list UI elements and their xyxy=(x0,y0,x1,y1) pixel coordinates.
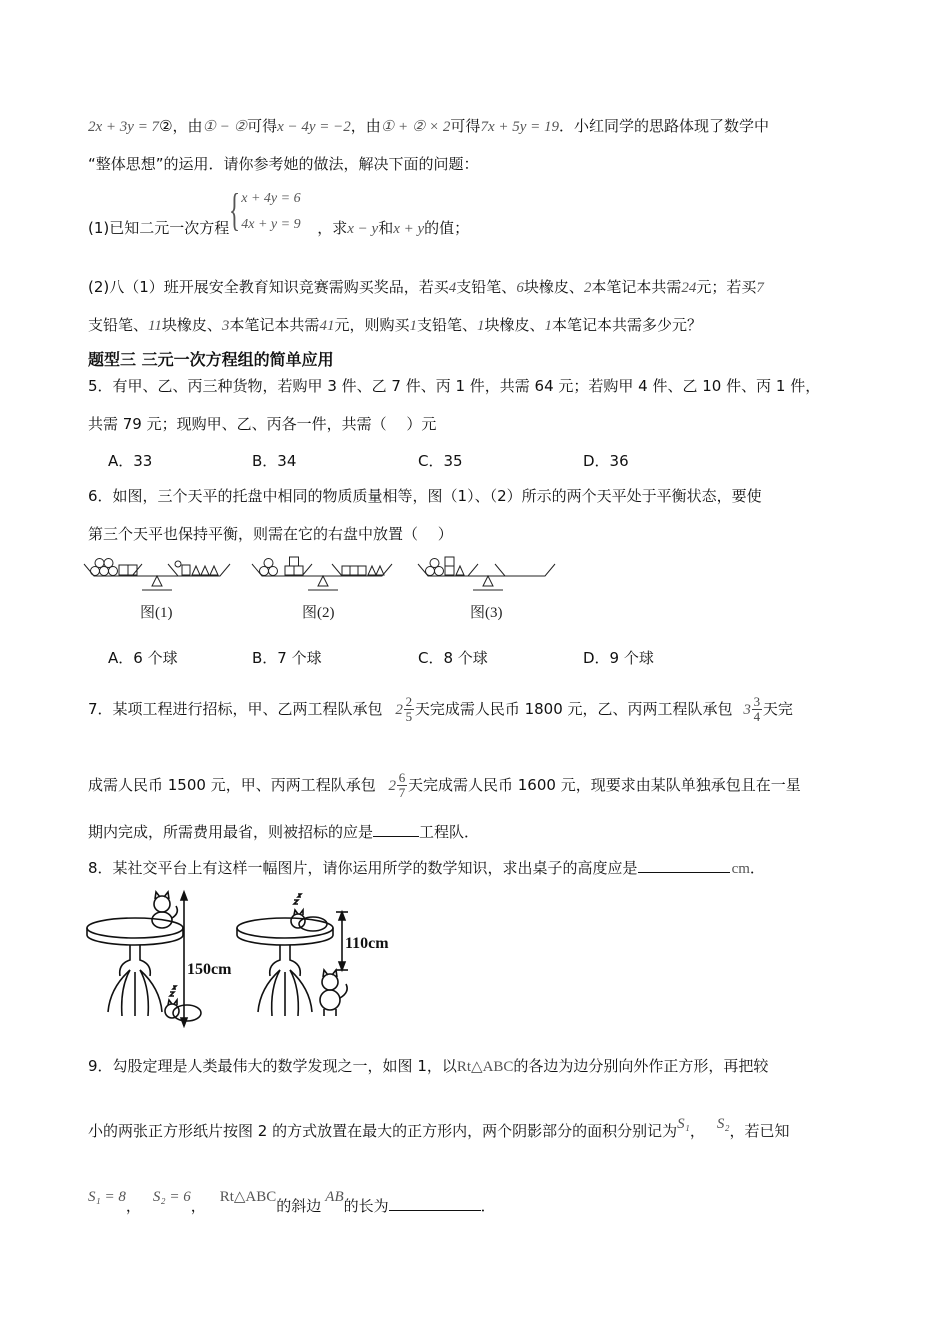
equation-2: 2x + 3y = 7 xyxy=(88,119,160,135)
cat-sitting-icon-2 xyxy=(320,970,347,1016)
balance-1 xyxy=(84,559,230,591)
label-150cm: 150cm xyxy=(187,961,232,978)
q6-option-c[interactable]: C．8 个球 xyxy=(418,649,488,667)
q6-line-2: 第三个天平也保持平衡，则需在它的右盘中放置（ ） xyxy=(88,525,453,543)
balance-2 xyxy=(252,557,392,590)
q5-option-c[interactable]: C．35 xyxy=(418,452,463,470)
fig-label-1: 图(1) xyxy=(140,605,173,621)
q5-option-a[interactable]: A．33 xyxy=(108,452,153,470)
fraction-2-6-7: $\frac{6}{7}$ xyxy=(398,770,406,800)
q6-option-b[interactable]: B．7 个球 xyxy=(252,649,322,667)
q8-line: 8．某社交平台上有这样一幅图片，请你运用所学的数学知识，求出桌子的高度应是 cm． xyxy=(88,859,765,877)
intro-line-2: “整体思想”的运用．请你参考她的做法，解决下面的问题： xyxy=(88,155,479,173)
table-2 xyxy=(237,918,333,1016)
label-110cm: 110cm xyxy=(345,935,389,952)
result-1: x − 4y = −2 xyxy=(277,119,351,135)
q6-option-a[interactable]: A．6 个球 xyxy=(108,649,178,667)
fraction-2-2-5: $\frac{2}{5}$ xyxy=(405,694,413,724)
subquestion-2-line-1: (2)八（1）班开展安全教育知识竞赛需购买奖品，若买4支铅笔、6块橡皮、2本笔记本共需24元；若买7 xyxy=(88,278,764,296)
q7-line-3: 期内完成，所需费用最省，则被招标的应是 工程队． xyxy=(88,823,480,841)
q8-answer-blank[interactable] xyxy=(638,858,730,873)
cat-sleeping-icon-2 xyxy=(291,894,327,931)
op-1-minus-2: ① − ② xyxy=(202,119,248,135)
q5-line-2: 共需 79 元；现购甲、乙、丙各一件，共需（ ）元 xyxy=(88,415,437,433)
circle-mark-2: ② xyxy=(159,117,173,135)
brace-icon: { xyxy=(229,184,241,235)
intro-line-1: 2x + 3y = 7②，由① − ②可得x − 4y = −2，由① + ② × 2可得7x + 5y = 19．小红同学的思路体现了数学中 xyxy=(88,117,770,135)
q9-line-1: 9．勾股定理是人类最伟大的数学发现之一，如图 1，以Rt△ABC的各边为边分别向外作正方形，再把较 xyxy=(88,1057,769,1075)
cat-sleeping-icon-1 xyxy=(165,986,201,1021)
q6-option-d[interactable]: D．9 个球 xyxy=(583,649,654,667)
q9-line-2: 小的两张正方形纸片按图 2 的方式放置在最大的正方形内，两个阴影部分的面积分别记为S₁， S₂，若已知 xyxy=(88,1116,790,1140)
q5-line-1: 5．有甲、乙、丙三种货物，若购甲 3 件、乙 7 件、丙 1 件，共需 64 元；若购甲 4 件、乙 10 件、丙 1 件， xyxy=(88,377,821,395)
table-cat-figure xyxy=(80,888,410,1028)
fraction-3-3-4: $\frac{3}{4}$ xyxy=(753,694,761,724)
q7-line-2: 成需人民币 1500 元，甲、丙两工程队承包 2 $\frac{6}{7}$ 天完成需人民币 1600 元，现要求由某队单独承包且在一星 xyxy=(88,770,801,800)
fig-label-3: 图(3) xyxy=(470,605,503,621)
balance-3 xyxy=(418,557,555,590)
balance-figures xyxy=(80,550,570,630)
q9-answer-blank[interactable] xyxy=(389,1196,481,1211)
fig-label-2: 图(2) xyxy=(302,605,335,621)
q7-answer-blank[interactable] xyxy=(373,822,419,837)
subquestion-1: (1)已知二元一次方程 { x + 4y = 6 4x + y = 9 ，求x − y和x + y的值； xyxy=(88,184,470,237)
q9-line-3: S₁ = 8， S₂ = 6， Rt△ABC的斜边 AB的长为 ． xyxy=(88,1189,496,1215)
subquestion-2-line-2: 支铅笔、11块橡皮、3本笔记本共需41元，则购买1支铅笔、1块橡皮、1本笔记本共需多少元？ xyxy=(88,316,702,334)
q6-line-1: 6．如图，三个天平的托盘中相同的物质质量相等，图（1）、（2）所示的两个天平处于平衡状态，要使 xyxy=(88,487,762,505)
q5-option-d[interactable]: D．36 xyxy=(583,452,629,470)
equation-system: { x + 4y = 6 4x + y = 9 xyxy=(229,184,301,235)
op-1-plus-2x2: ① + ② × 2 xyxy=(380,119,451,135)
result-2: 7x + 5y = 19 xyxy=(480,119,559,135)
q7-line-1: 7．某项工程进行招标，甲、乙两工程队承包 2 $\frac{2}{5}$ 天完成需人民币 1800 元，乙、丙两工程队承包 3 $\frac{3}{4}$ 天完 xyxy=(88,694,793,724)
q5-option-b[interactable]: B．34 xyxy=(252,452,297,470)
section-title: 题型三 三元一次方程组的简单应用 xyxy=(88,350,334,369)
